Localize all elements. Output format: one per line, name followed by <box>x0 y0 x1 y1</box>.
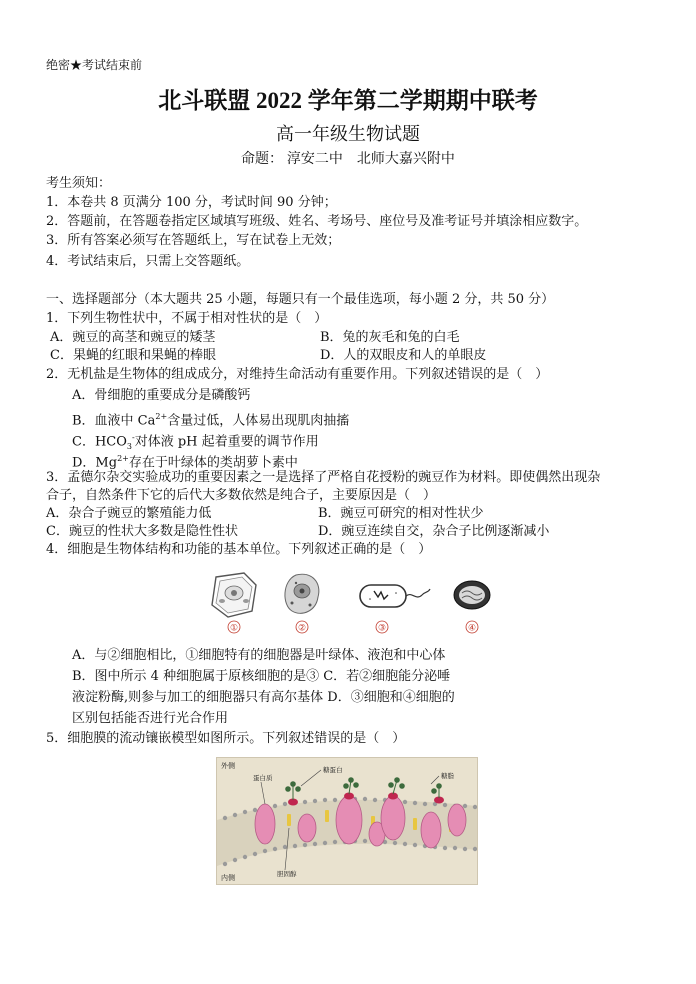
inside-label: 内侧 <box>221 874 235 882</box>
notice-heading: 考生须知： <box>46 176 112 191</box>
subscript: 3 <box>126 441 132 451</box>
option-b: B．豌豆可研究的相对性状少 <box>318 506 484 521</box>
notice-item: 3．所有答案必须写在答题纸上，写在试卷上无效； <box>46 233 341 248</box>
superscript: 2+ <box>117 454 129 463</box>
option-c: C．果蝇的红眼和果蝇的棒眼 <box>50 348 216 363</box>
option-text: 存在于叶绿体的类胡萝卜素中 <box>128 455 298 471</box>
section-heading: 一、选择题部分（本大题共 25 小题，每题只有一个最佳选项，每小题 2 分，共 50 分） <box>46 292 555 307</box>
cholesterol-label: 胆固醇 <box>277 870 297 878</box>
question-stem: 4．细胞是生物体结构和功能的基本单位。下列叙述正确的是（ ） <box>46 542 432 557</box>
oval-cell-image <box>454 581 490 609</box>
option-a: A．豌豆的高茎和豌豆的矮茎 <box>50 330 216 345</box>
cell-figure <box>204 571 496 635</box>
option-a: A．杂合子豌豆的繁殖能力低 <box>46 506 212 521</box>
question-stem: 5．细胞膜的流动镶嵌模型如图所示。下列叙述错误的是（ ） <box>46 731 406 746</box>
cell-label: ② <box>297 623 307 634</box>
option-line: A．与②细胞相比，①细胞特有的细胞器是叶绿体、液泡和中心体 <box>72 648 446 663</box>
glycoprotein-label: 糖蛋白 <box>323 766 343 774</box>
option-text: B．血液中 Ca <box>72 413 156 429</box>
cell-label: ④ <box>467 623 477 634</box>
option-text: 对体液 pH 起着重要的调节作用 <box>134 434 319 450</box>
option-d: D．豌豆连续自交，杂合子比例逐渐减小 <box>318 524 550 539</box>
protein-label: 蛋白质 <box>253 774 273 782</box>
notice-item: 1．本卷共 8 页满分 100 分，考试时间 90 分钟； <box>46 195 337 210</box>
exam-subtitle: 高一年级生物试题 <box>276 124 420 145</box>
option-line: B．图中所示 4 种细胞属于原核细胞的是③ C．若②细胞能分泌唾 <box>72 669 451 684</box>
cell-label: ③ <box>377 623 387 634</box>
plant-cell-image <box>212 573 256 617</box>
exam-title: 北斗联盟 2022 学年第二学期期中联考 <box>158 88 538 113</box>
question-stem: 合子，自然条件下它的后代大多数依然是纯合子，主要原因是（ ） <box>46 488 437 503</box>
option-line: 液淀粉酶,则参与加工的细胞器只有高尔基体 D．③细胞和④细胞的 <box>72 690 455 705</box>
membrane-figure <box>216 757 478 885</box>
animal-cell-image <box>285 574 319 613</box>
exam-authors: 命题： 淳安二中 北师大嘉兴附中 <box>241 150 455 166</box>
notice-item: 4．考试结束后，只需上交答题纸。 <box>46 254 250 269</box>
option-d <box>72 451 298 471</box>
superscript: 2+ <box>155 412 168 421</box>
glycolipid-label: 糖脂 <box>441 772 454 780</box>
outside-label: 外侧 <box>221 762 235 770</box>
option-text: D．Mg <box>72 455 118 471</box>
option-b <box>72 409 349 429</box>
option-line: 区别包括能否进行光合作用 <box>72 711 229 726</box>
option-a: A．骨细胞的重要成分是磷酸钙 <box>72 388 251 403</box>
option-d: D．人的双眼皮和人的单眼皮 <box>320 348 487 363</box>
option-text: C．HCO <box>72 434 127 450</box>
option-text: 含量过低，人体易出现肌肉抽搐 <box>167 413 350 429</box>
cell-label: ① <box>229 623 239 634</box>
bacterium-image <box>360 585 430 607</box>
notice-item: 2．答题前，在答题卷指定区域填写班级、姓名、考场号、座位号及准考证号并填涂相应数字。 <box>46 214 588 229</box>
secret-label: 绝密★考试结束前 <box>46 58 143 72</box>
question-stem: 2．无机盐是生物体的组成成分，对维持生命活动有重要作用。下列叙述错误的是（ ） <box>46 367 549 382</box>
superscript: - <box>131 433 135 442</box>
question-stem: 1．下列生物性状中，不属于相对性状的是（ ） <box>46 311 328 326</box>
option-b: B．兔的灰毛和兔的白毛 <box>320 330 460 345</box>
question-stem: 3．孟德尔杂交实验成功的重要因素之一是选择了严格自花授粉的豌豆作为材料。即使偶然出现杂 <box>46 470 601 485</box>
option-c: C．豌豆的性状大多数是隐性性状 <box>46 524 238 539</box>
